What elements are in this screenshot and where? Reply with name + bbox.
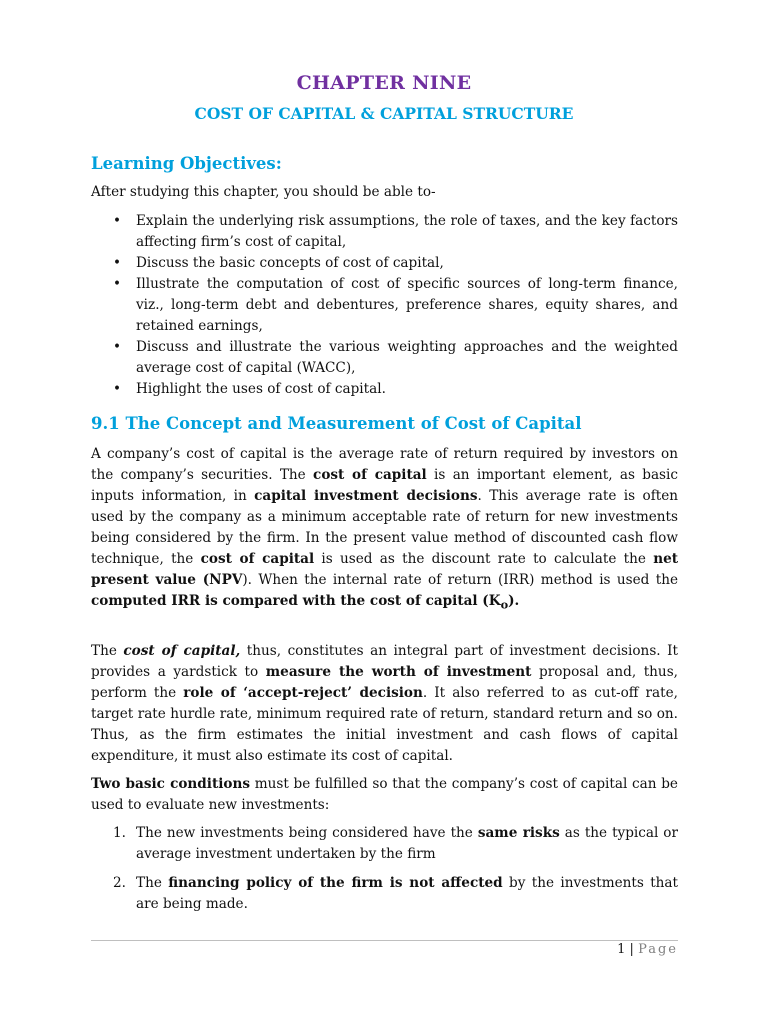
- objective-text: Discuss the basic concepts of cost of capital,: [136, 255, 444, 271]
- text-run-bold: net present value (NPV: [91, 551, 678, 588]
- objective-text: Highlight the uses of cost of capital.: [136, 381, 386, 397]
- objective-text: Explain the underlying risk assumptions, the role of taxes, and the key factors affecting firm’s cost of capital,: [136, 213, 678, 250]
- list-item: [91, 337, 678, 379]
- text-run: The: [136, 875, 169, 891]
- page-footer: [617, 942, 678, 957]
- text-run: ). When the internal rate of return (IRR) method is used the: [242, 572, 679, 588]
- list-item: [91, 823, 678, 865]
- bullet-icon: •: [113, 339, 122, 355]
- list-item: [91, 379, 678, 400]
- text-run: as the typical or average investment undertaken by the firm: [136, 825, 678, 862]
- learning-objectives-heading: Learning Objectives:: [91, 154, 282, 173]
- page-label: Page: [638, 942, 678, 957]
- text-run-bold: capital investment decisions: [254, 488, 478, 504]
- subscript: o: [500, 597, 509, 612]
- text-run-bold: financing policy of the firm is not affected: [168, 875, 503, 891]
- text-run-bold: cost of capital: [313, 467, 427, 483]
- list-item: [91, 873, 678, 915]
- list-item: [91, 274, 678, 337]
- text-run: The: [91, 643, 124, 659]
- paragraph-integral-part: [91, 641, 678, 767]
- bullet-icon: •: [113, 255, 122, 271]
- bullet-icon: •: [113, 381, 122, 397]
- text-run: is used as the discount rate to calculate the: [314, 551, 654, 567]
- objectives-list: [91, 211, 678, 400]
- list-item: [91, 253, 678, 274]
- paragraph-conditions: [91, 774, 678, 816]
- text-run: A company’s cost of capital is the average rate of return required by investors on the company’s securities. The: [91, 446, 678, 483]
- bullet-icon: •: [113, 276, 122, 292]
- footer-divider: [91, 940, 678, 941]
- text-run-bold: ).: [508, 593, 520, 609]
- text-run: is an important element, as basic inputs information, in: [91, 467, 678, 504]
- text-run-bold: computed IRR is compared with the cost of capital (K: [91, 593, 501, 609]
- condition-list: [91, 823, 678, 865]
- text-run: thus, constitutes an integral part of investment decisions. It provides a yardstick to: [91, 643, 678, 680]
- text-run: The new investments being considered have the: [136, 825, 478, 841]
- list-number: 1.: [113, 825, 126, 841]
- text-run: proposal and, thus, perform the: [91, 664, 678, 701]
- text-run: must be fulfilled so that the company’s cost of capital can be used to evaluate new investments:: [91, 776, 678, 813]
- text-run: by the investments that are being made.: [136, 875, 678, 912]
- objective-text: Illustrate the computation of cost of specific sources of long-term finance, viz., long-term debt and debentures, preference shares, equity shares, and retained earnings,: [136, 276, 678, 334]
- text-run: . This average rate is often used by the company as a minimum acceptable rate of return for new investments being considered by the firm. In the present value method of discounted cash flow technique, the: [91, 488, 678, 567]
- text-run-bold-italic: cost of capital,: [123, 643, 241, 659]
- list-number: 2.: [113, 875, 126, 891]
- objective-text: Discuss and illustrate the various weighting approaches and the weighted average cost of capital (WACC),: [136, 339, 678, 376]
- text-run-bold: cost of capital: [200, 551, 315, 567]
- condition-list: [91, 873, 678, 915]
- text-run-bold: measure the worth of investment: [265, 664, 532, 680]
- text-run-bold: Two basic conditions: [91, 776, 251, 792]
- objectives-intro: After studying this chapter, you should be able to-: [91, 184, 436, 200]
- page-separator: |: [625, 942, 639, 957]
- chapter-title: CHAPTER NINE: [296, 72, 472, 94]
- page-number: 1: [617, 942, 626, 957]
- chapter-subtitle: COST OF CAPITAL & CAPITAL STRUCTURE: [194, 104, 574, 123]
- text-run-bold: same risks: [477, 825, 560, 841]
- text-run: . It also referred to as cut-off rate, target rate hurdle rate, minimum required rate of return, standard return and so on. Thus, as the firm estimates the initial investment and cash flows of capital expenditure, it must also estimate its cost of capital.: [91, 685, 678, 764]
- list-item: [91, 211, 678, 253]
- text-run-bold: role of ‘accept-reject’ decision: [183, 685, 423, 701]
- bullet-icon: •: [113, 213, 122, 229]
- paragraph-concept: [91, 444, 678, 616]
- section-heading: 9.1 The Concept and Measurement of Cost of Capital: [91, 414, 582, 433]
